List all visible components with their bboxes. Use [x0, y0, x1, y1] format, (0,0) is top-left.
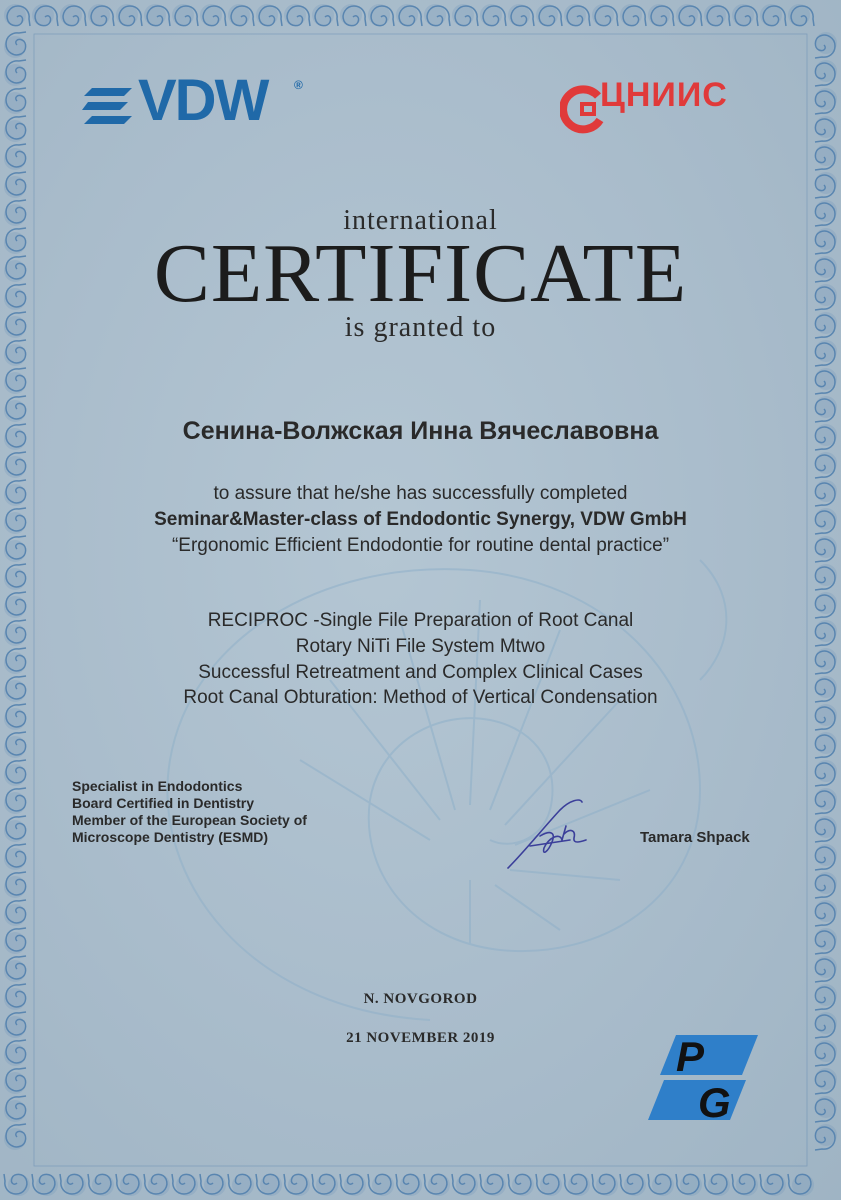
border-shell-ornament	[32, 4, 58, 26]
svg-text:G: G	[698, 1079, 731, 1120]
border-shell-ornament	[228, 1174, 254, 1196]
credential-line: Member of the European Society of	[72, 812, 307, 828]
border-shell-ornament	[704, 4, 730, 26]
border-shell-ornament	[368, 4, 394, 26]
border-shell-ornament	[815, 144, 837, 170]
svg-text:P: P	[676, 1035, 705, 1080]
border-shell-ornament	[116, 4, 142, 26]
border-shell-ornament	[676, 4, 702, 26]
border-shell-ornament	[815, 844, 837, 870]
border-shell-ornament	[88, 1174, 114, 1196]
border-shell-ornament	[116, 1174, 142, 1196]
registered-mark: ®	[294, 78, 303, 92]
border-shell-ornament	[4, 172, 26, 198]
city: N. NOVGOROD	[363, 991, 478, 1007]
border-shell-ornament	[788, 1174, 814, 1196]
border-shell-ornament	[788, 4, 814, 26]
border-shell-ornament	[592, 1174, 618, 1196]
border-shell-ornament	[396, 1174, 422, 1196]
border-shell-ornament	[32, 1174, 58, 1196]
border-shell-ornament	[536, 4, 562, 26]
border-shell-ornament	[256, 4, 282, 26]
border-shell-ornament	[704, 1174, 730, 1196]
border-shell-ornament	[4, 60, 26, 86]
border-shell-ornament	[760, 1174, 786, 1196]
border-shell-ornament	[4, 732, 26, 758]
border-shell-ornament	[620, 1174, 646, 1196]
border-shell-ornament	[4, 144, 26, 170]
heading-post: is granted to	[344, 312, 497, 343]
border-shell-ornament	[228, 4, 254, 26]
cniis-logo	[560, 78, 760, 138]
seminar-line: Seminar&Master-class of Endodontic Synergy, VDW GmbH	[154, 509, 687, 530]
credential-line: Specialist in Endodontics	[72, 778, 243, 794]
credential-line: Microscope Dentistry (ESMD)	[72, 829, 269, 845]
recipient-name: Сенина-Волжская Инна Вячеславовна	[182, 417, 659, 445]
border-shell-ornament	[312, 4, 338, 26]
border-shell-ornament	[815, 368, 837, 394]
border-shell-ornament	[815, 564, 837, 590]
border-shell-ornament	[760, 4, 786, 26]
border-shell-ornament	[256, 1174, 282, 1196]
border-shell-ornament	[144, 4, 170, 26]
border-shell-ornament	[4, 4, 30, 26]
border-shell-ornament	[815, 1124, 837, 1150]
border-shell-ornament	[732, 1174, 758, 1196]
border-shell-ornament	[452, 4, 478, 26]
border-shell-ornament	[4, 760, 26, 786]
border-shell-ornament	[815, 928, 837, 954]
border-shell-ornament	[424, 4, 450, 26]
handwritten-signature	[500, 796, 610, 876]
issue-date: 21 NOVEMBER 2019	[346, 1030, 495, 1046]
border-shell-ornament	[536, 1174, 562, 1196]
border-shell-ornament	[480, 4, 506, 26]
border-shell-ornament	[452, 1174, 478, 1196]
border-shell-ornament	[340, 4, 366, 26]
border-shell-ornament	[4, 1068, 26, 1094]
border-shell-ornament	[815, 1068, 837, 1094]
pg-logo	[648, 1035, 758, 1120]
border-shell-ornament	[815, 32, 837, 58]
border-shell-ornament	[312, 1174, 338, 1196]
credential-line: Board Certified in Dentistry	[72, 795, 255, 811]
border-shell-ornament	[564, 4, 590, 26]
border-shell-ornament	[648, 4, 674, 26]
border-shell-ornament	[424, 1174, 450, 1196]
border-shell-ornament	[815, 88, 837, 114]
topic-item: RECIPROC -Single File Preparation of Root Canal	[207, 610, 634, 631]
border-shell-ornament	[732, 4, 758, 26]
course-title: “Ergonomic Efficient Endodontie for routine dental practice”	[171, 535, 670, 556]
border-shell-ornament	[676, 1174, 702, 1196]
border-shell-ornament	[815, 872, 837, 898]
border-shell-ornament	[172, 1174, 198, 1196]
certificate-title: CERTIFICATE	[153, 227, 688, 320]
border-shell-ornament	[815, 452, 837, 478]
border-shell-ornament	[284, 1174, 310, 1196]
border-shell-ornament	[144, 1174, 170, 1196]
border-shell-ornament	[815, 732, 837, 758]
border-shell-ornament	[815, 760, 837, 786]
border-shell-ornament	[815, 1096, 837, 1122]
signer-name: Tamara Shpack	[640, 829, 750, 846]
topic-item: Rotary NiTi File System Mtwo	[295, 636, 546, 657]
border-shell-ornament	[4, 1096, 26, 1122]
border-shell-ornament	[172, 4, 198, 26]
border-shell-ornament	[4, 816, 26, 842]
border-shell-ornament	[508, 4, 534, 26]
border-shell-ornament	[4, 368, 26, 394]
border-shell-ornament	[648, 1174, 674, 1196]
border-shell-ornament	[4, 32, 26, 58]
border-shell-ornament	[396, 4, 422, 26]
border-shell-ornament	[4, 452, 26, 478]
border-shell-ornament	[4, 1174, 30, 1196]
signer-credentials	[72, 778, 307, 846]
topic-item: Root Canal Obturation: Method of Vertical Condensation	[183, 687, 658, 708]
border-shell-ornament	[4, 900, 26, 926]
vdw-stripes-icon	[82, 88, 132, 124]
border-shell-ornament	[4, 116, 26, 142]
cniis-logo-text: ЦНИИС	[600, 76, 728, 114]
border-shell-ornament	[592, 4, 618, 26]
border-shell-ornament	[4, 872, 26, 898]
border-shell-ornament	[480, 1174, 506, 1196]
vdw-logo	[82, 68, 312, 134]
border-shell-ornament	[284, 4, 310, 26]
border-shell-ornament	[815, 788, 837, 814]
assure-line: to assure that he/she has successfully completed	[213, 483, 628, 504]
heading-pre: international	[343, 205, 498, 236]
border-shell-ornament	[4, 1124, 26, 1150]
border-shell-ornament	[368, 1174, 394, 1196]
border-shell-ornament	[200, 4, 226, 26]
border-shell-ornament	[620, 4, 646, 26]
topic-item: Successful Retreatment and Complex Clinical Cases	[198, 662, 643, 683]
border-shell-ornament	[4, 928, 26, 954]
border-shell-ornament	[4, 564, 26, 590]
border-shell-ornament	[815, 956, 837, 982]
vdw-logo-text: VDW	[138, 68, 268, 133]
border-shell-ornament	[508, 1174, 534, 1196]
border-shell-ornament	[564, 1174, 590, 1196]
border-shell-ornament	[4, 788, 26, 814]
border-shell-ornament	[4, 844, 26, 870]
border-shell-ornament	[815, 172, 837, 198]
border-shell-ornament	[200, 1174, 226, 1196]
border-shell-ornament	[4, 88, 26, 114]
border-shell-ornament	[340, 1174, 366, 1196]
border-shell-ornament	[815, 116, 837, 142]
border-shell-ornament	[815, 60, 837, 86]
border-shell-ornament	[815, 816, 837, 842]
border-shell-ornament	[88, 4, 114, 26]
border-shell-ornament	[4, 956, 26, 982]
border-shell-ornament	[815, 900, 837, 926]
border-shell-ornament	[60, 4, 86, 26]
border-shell-ornament	[60, 1174, 86, 1196]
